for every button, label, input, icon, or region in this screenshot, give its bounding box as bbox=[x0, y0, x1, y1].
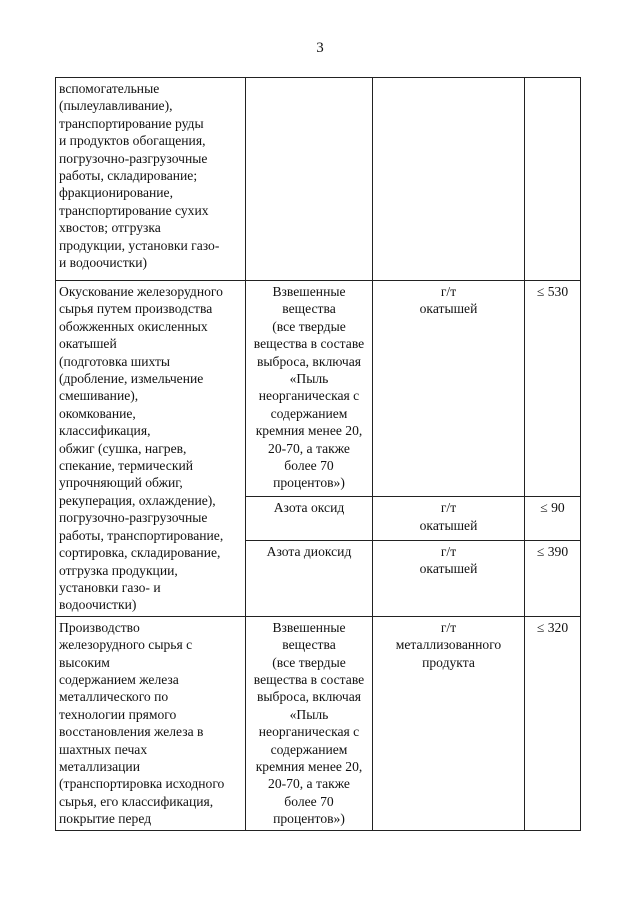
norm-cell: ≤ 320 bbox=[525, 616, 581, 830]
unit-cell bbox=[373, 78, 525, 281]
substance-cell: Азота оксид bbox=[246, 497, 373, 540]
process-cell: Окускование железорудного сырья путем производства обожженных окисленных окатышей (подготовка шихты (дробление, измельчение смешивание), окомкование, классификация, обжиг (сушка, нагрев, спекание, термический упрочняющий обжиг, рекуперация, охлаждение), погрузочно-разгрузочные работы, транспортирование, сортировка, складирование, отгрузка продукции, установки газо- и водоочистки) bbox=[56, 281, 246, 617]
substance-cell bbox=[246, 78, 373, 281]
norm-cell bbox=[525, 78, 581, 281]
process-cell: вспомогательные (пылеулавливание), транспортирование руды и продуктов обогащения, погрузочно-разгрузочные работы, складирование; фракционирование, транспортирование сухих хвостов; отгрузка продукции, установки газо- и водоочистки) bbox=[56, 78, 246, 281]
substance-cell: Взвешенные вещества (все твердые вещества в составе выброса, включая «Пыль неорганическая с содержанием кремния менее 20, 20-70, а также более 70 процентов») bbox=[246, 616, 373, 830]
emission-norms-table bbox=[55, 77, 581, 831]
substance-cell: Азота диоксид bbox=[246, 540, 373, 616]
table-row bbox=[56, 281, 581, 497]
norm-cell: ≤ 390 bbox=[525, 540, 581, 616]
process-cell: Производство железорудного сырья с высоким содержанием железа металлического по технологии прямого восстановления железа в шахтных печах металлизации (транспортировка исходного сырья, его классификация, покрытие перед bbox=[56, 616, 246, 830]
norm-cell: ≤ 90 bbox=[525, 497, 581, 540]
table-row bbox=[56, 78, 581, 281]
substance-cell: Взвешенные вещества (все твердые вещества в составе выброса, включая «Пыль неорганическая с содержанием кремния менее 20, 20-70, а также более 70 процентов») bbox=[246, 281, 373, 497]
unit-cell: г/т окатышей bbox=[373, 497, 525, 540]
unit-cell: г/т окатышей bbox=[373, 281, 525, 497]
norm-cell: ≤ 530 bbox=[525, 281, 581, 497]
table-row bbox=[56, 616, 581, 830]
page-number: 3 bbox=[316, 40, 324, 56]
unit-cell: г/т окатышей bbox=[373, 540, 525, 616]
unit-cell: г/т металлизованного продукта bbox=[373, 616, 525, 830]
